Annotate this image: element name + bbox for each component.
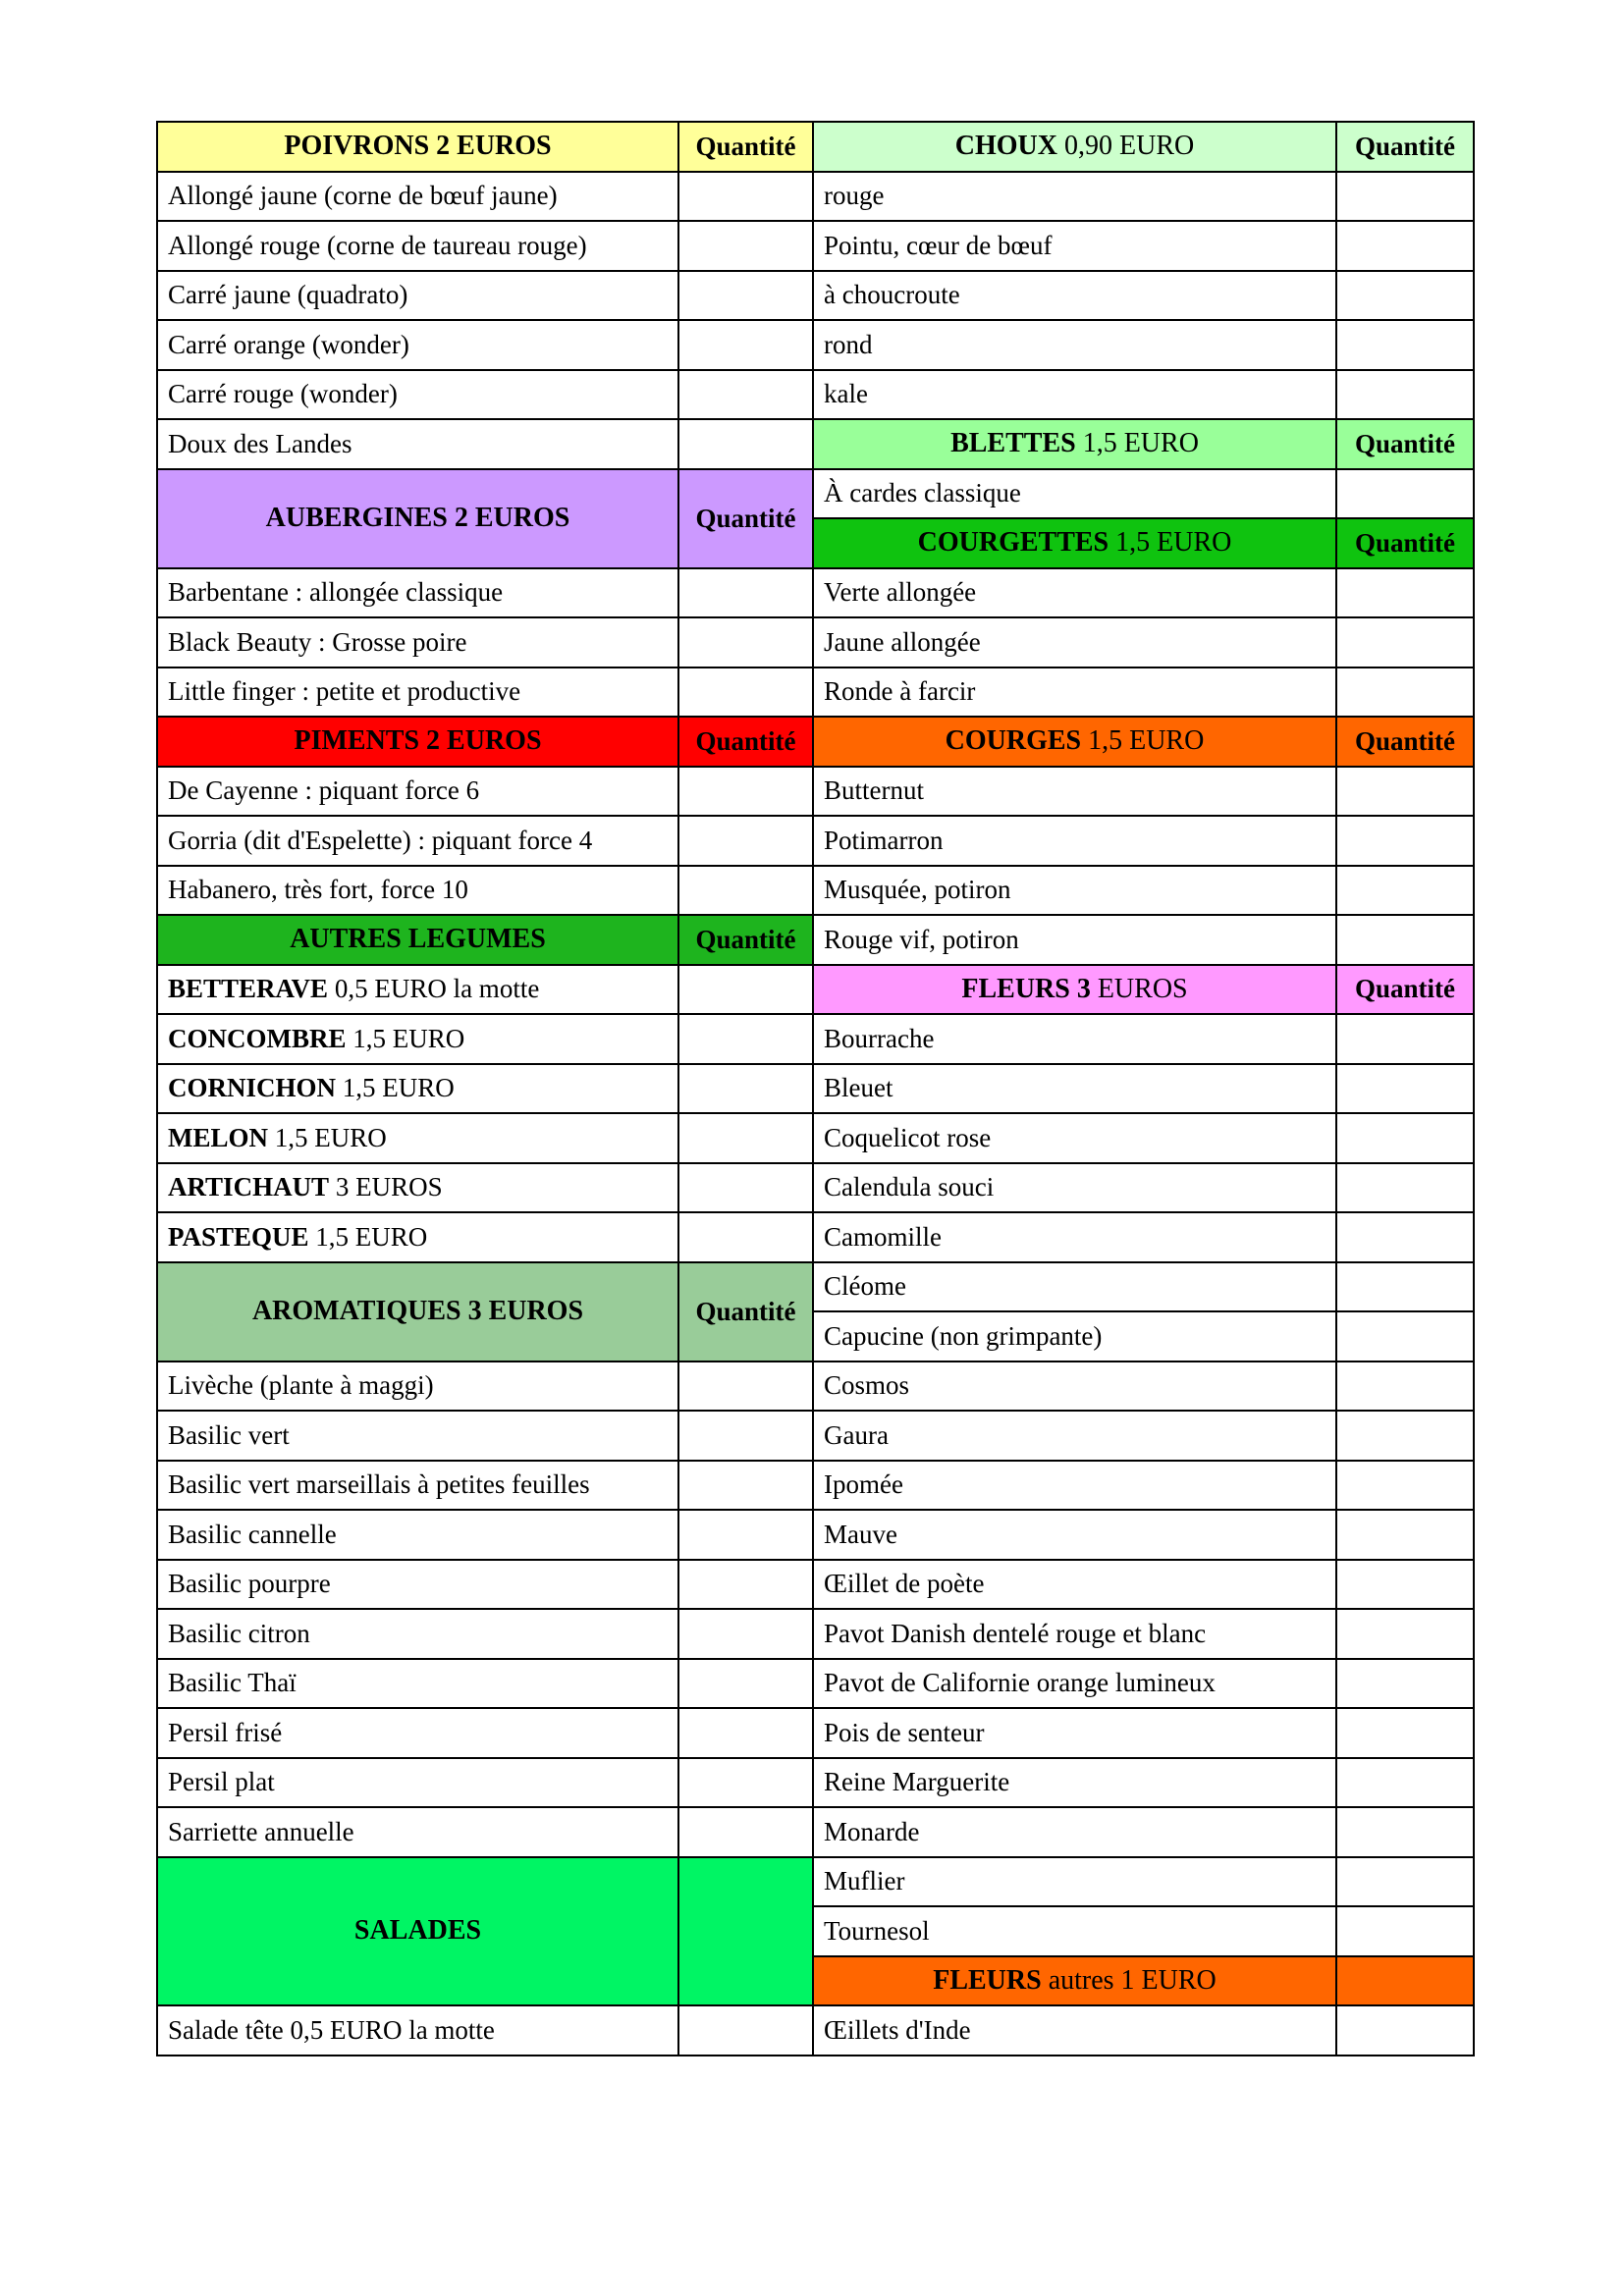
quantity-header-label: Quantité	[1354, 974, 1455, 1004]
quantity-cell[interactable]	[1336, 1906, 1474, 1956]
quantity-cell[interactable]	[1336, 667, 1474, 718]
table-row	[157, 1064, 1474, 1114]
item-label	[157, 767, 678, 817]
item-label-text: Basilic vert	[168, 1419, 290, 1450]
quantity-cell[interactable]	[678, 1113, 813, 1163]
item-label-text: rouge	[824, 181, 885, 211]
quantity-cell[interactable]	[1336, 172, 1474, 222]
quantity-cell[interactable]	[1336, 1708, 1474, 1758]
item-label-text: Allongé rouge (corne de taureau rouge)	[168, 230, 587, 260]
item-label	[813, 1758, 1336, 1808]
section-title-bold: CHOUX	[954, 131, 1057, 162]
quantity-column-header-autres-legumes	[678, 915, 813, 965]
quantity-column-header-courgettes	[1336, 518, 1474, 568]
section-title-regular: 1,5 EURO	[1109, 527, 1232, 559]
item-label-text: Cléome	[824, 1271, 906, 1302]
item-label	[157, 1510, 678, 1560]
quantity-cell[interactable]	[678, 1758, 813, 1808]
quantity-cell[interactable]	[1336, 1064, 1474, 1114]
item-label	[813, 767, 1336, 817]
item-label	[157, 2005, 678, 2056]
quantity-cell[interactable]	[678, 1609, 813, 1659]
item-label-text: à choucroute	[824, 280, 960, 310]
quantity-header-label: Quantité	[695, 1296, 796, 1326]
plant-order-table	[156, 121, 1475, 2056]
item-label-text: Cosmos	[824, 1370, 910, 1401]
quantity-cell[interactable]	[1336, 866, 1474, 916]
quantity-cell[interactable]	[678, 1163, 813, 1213]
item-label-text: Carré orange (wonder)	[168, 329, 409, 359]
quantity-cell[interactable]	[1336, 2005, 1474, 2056]
item-label-text: Basilic pourpre	[168, 1569, 331, 1599]
quantity-cell[interactable]	[1336, 1411, 1474, 1461]
table-row	[157, 1807, 1474, 1857]
item-label-text: Carré jaune (quadrato)	[168, 280, 408, 310]
section-header-salades	[157, 1857, 678, 2006]
table-row	[157, 221, 1474, 271]
item-label	[157, 568, 678, 618]
quantity-column-header-piments	[678, 717, 813, 767]
item-label-bold: CONCOMBRE	[168, 1023, 347, 1053]
quantity-column-header-fleurs-3-euros	[1336, 965, 1474, 1015]
item-label-text: 1,5 EURO	[268, 1122, 387, 1152]
table-row	[157, 469, 1474, 519]
quantity-header-label: Quantité	[695, 503, 796, 533]
quantity-header-label: Quantité	[1354, 725, 1455, 756]
item-label-bold: ARTICHAUT	[168, 1172, 330, 1202]
quantity-cell[interactable]	[678, 419, 813, 469]
item-label-text: Coquelicot rose	[824, 1122, 992, 1152]
item-label-text: À cardes classique	[824, 478, 1021, 508]
item-label	[813, 1311, 1336, 1362]
section-header-autres-legumes	[157, 915, 678, 965]
item-label	[813, 1510, 1336, 1560]
quantity-cell[interactable]	[678, 965, 813, 1015]
quantity-cell[interactable]	[678, 1362, 813, 1412]
quantity-column-header-courges	[1336, 717, 1474, 767]
item-label	[813, 816, 1336, 866]
quantity-header-label: Quantité	[695, 131, 796, 161]
section-header-choux	[813, 122, 1336, 172]
item-label	[813, 1807, 1336, 1857]
quantity-cell[interactable]	[678, 370, 813, 420]
item-label	[157, 1560, 678, 1610]
table-row	[157, 816, 1474, 866]
table-row	[157, 866, 1474, 916]
section-title-regular: 0,90 EURO	[1057, 131, 1195, 162]
section-header-courgettes	[813, 518, 1336, 568]
section-title-regular: autres 1 EURO	[1041, 1964, 1217, 1996]
item-label	[157, 1708, 678, 1758]
item-label	[157, 816, 678, 866]
table-row	[157, 320, 1474, 370]
item-label-text: Œillet de poète	[824, 1569, 985, 1599]
quantity-cell[interactable]	[1336, 1807, 1474, 1857]
quantity-cell[interactable]	[678, 1064, 813, 1114]
quantity-cell[interactable]	[678, 1708, 813, 1758]
section-header-aromatiques	[157, 1262, 678, 1362]
table-row	[157, 1411, 1474, 1461]
item-label-text: Potimarron	[824, 825, 944, 855]
table-row	[157, 271, 1474, 321]
item-label-bold: PASTEQUE	[168, 1221, 309, 1252]
table-row	[157, 965, 1474, 1015]
quantity-cell[interactable]	[1336, 221, 1474, 271]
item-label	[813, 1262, 1336, 1312]
item-label-text: Pavot de Californie orange lumineux	[824, 1668, 1216, 1698]
item-label	[813, 320, 1336, 370]
table-row	[157, 617, 1474, 667]
item-label	[813, 370, 1336, 420]
item-label	[813, 1362, 1336, 1412]
item-label	[813, 172, 1336, 222]
table-row	[157, 568, 1474, 618]
item-label-text: Persil frisé	[168, 1717, 283, 1747]
item-label-text: Basilic citron	[168, 1618, 310, 1648]
quantity-cell[interactable]	[678, 172, 813, 222]
table-row	[157, 1708, 1474, 1758]
item-label	[157, 1212, 678, 1262]
section-title-bold: AUBERGINES 2 EUROS	[265, 503, 570, 533]
item-label-text: Sarriette annuelle	[168, 1816, 354, 1846]
item-label	[813, 2005, 1336, 2056]
table-row	[157, 717, 1474, 767]
quantity-cell[interactable]	[678, 816, 813, 866]
item-label	[813, 1609, 1336, 1659]
item-label	[813, 1906, 1336, 1956]
table-row	[157, 1212, 1474, 1262]
item-label	[813, 1857, 1336, 1907]
quantity-cell[interactable]	[678, 1560, 813, 1610]
item-label-text: Ronde à farcir	[824, 676, 976, 707]
item-label-text: Salade tête 0,5 EURO la motte	[168, 2014, 495, 2045]
item-label	[813, 1163, 1336, 1213]
item-label	[157, 419, 678, 469]
section-title-bold: COURGETTES	[917, 527, 1109, 559]
table-row	[157, 172, 1474, 222]
item-label-text: Rouge vif, potiron	[824, 924, 1019, 954]
item-label	[157, 1362, 678, 1412]
quantity-cell[interactable]	[678, 767, 813, 817]
item-label-text: Bleuet	[824, 1073, 893, 1103]
item-label-text: Black Beauty : Grosse poire	[168, 626, 467, 657]
item-label	[813, 866, 1336, 916]
quantity-cell[interactable]	[678, 1411, 813, 1461]
table-row	[157, 915, 1474, 965]
section-header-poivrons	[157, 122, 678, 172]
quantity-cell[interactable]	[678, 1212, 813, 1262]
item-label	[813, 221, 1336, 271]
item-label-text: Gaura	[824, 1419, 889, 1450]
item-label	[157, 1609, 678, 1659]
item-label	[157, 866, 678, 916]
quantity-cell[interactable]	[1336, 1014, 1474, 1064]
section-header-fleurs-3-euros	[813, 965, 1336, 1015]
item-label-text: Ipomée	[824, 1469, 903, 1500]
item-label	[813, 1064, 1336, 1114]
quantity-cell[interactable]	[1336, 1461, 1474, 1511]
item-label	[813, 1659, 1336, 1709]
item-label-text: 1,5 EURO	[308, 1221, 428, 1252]
table-row	[157, 1857, 1474, 1907]
item-label-text: 1,5 EURO	[346, 1023, 465, 1053]
item-label-text: Little finger : petite et productive	[168, 676, 521, 707]
quantity-column-header-salades	[678, 1857, 813, 2006]
section-header-aubergines	[157, 469, 678, 568]
item-label-bold: MELON	[168, 1122, 269, 1152]
section-header-courges	[813, 717, 1336, 767]
table-row	[157, 1113, 1474, 1163]
table-row	[157, 370, 1474, 420]
item-label	[157, 172, 678, 222]
section-title-bold: BLETTES	[950, 428, 1076, 459]
quantity-cell[interactable]	[1336, 1163, 1474, 1213]
item-label-text: Persil plat	[168, 1767, 275, 1797]
item-label-text: Basilic vert marseillais à petites feuilles	[168, 1469, 590, 1500]
item-label	[813, 1560, 1336, 1610]
item-label-text: Bourrache	[824, 1023, 935, 1053]
item-label	[157, 271, 678, 321]
item-label	[157, 1659, 678, 1709]
table-row	[157, 1758, 1474, 1808]
item-label	[813, 915, 1336, 965]
quantity-column-header-aubergines	[678, 469, 813, 568]
section-header-blettes	[813, 419, 1336, 469]
quantity-cell[interactable]	[678, 617, 813, 667]
quantity-header-label: Quantité	[1354, 527, 1455, 558]
quantity-cell[interactable]	[1336, 370, 1474, 420]
quantity-cell[interactable]	[678, 1014, 813, 1064]
item-label-text: Basilic cannelle	[168, 1519, 337, 1549]
quantity-cell[interactable]	[678, 866, 813, 916]
quantity-cell[interactable]	[1336, 617, 1474, 667]
item-label	[157, 370, 678, 420]
table-row	[157, 419, 1474, 469]
item-label-text: Allongé jaune (corne de bœuf jaune)	[168, 181, 558, 211]
quantity-header-label: Quantité	[695, 725, 796, 756]
quantity-cell[interactable]	[678, 1659, 813, 1709]
item-label-text: Monarde	[824, 1816, 920, 1846]
item-label-text: 0,5 EURO la motte	[328, 974, 540, 1004]
item-label-text: Mauve	[824, 1519, 897, 1549]
quantity-cell[interactable]	[1336, 1212, 1474, 1262]
item-label-text: Gorria (dit d'Espelette) : piquant force 4	[168, 825, 593, 855]
quantity-header-label: Quantité	[1354, 131, 1455, 161]
item-label	[157, 1807, 678, 1857]
item-label	[813, 1212, 1336, 1262]
section-header-piments	[157, 717, 678, 767]
table-row	[157, 1163, 1474, 1213]
section-title-bold: AUTRES LEGUMES	[290, 924, 546, 955]
item-label	[813, 1708, 1336, 1758]
item-label	[813, 469, 1336, 519]
section-title-bold: SALADES	[353, 1915, 482, 1947]
item-label	[813, 1411, 1336, 1461]
item-label	[813, 271, 1336, 321]
section-title-bold: FLEURS	[933, 1964, 1042, 1996]
quantity-cell[interactable]	[1336, 1362, 1474, 1412]
quantity-cell[interactable]	[1336, 1659, 1474, 1709]
item-label-text: kale	[824, 379, 868, 409]
item-label	[157, 1014, 678, 1064]
quantity-cell[interactable]	[1336, 1560, 1474, 1610]
quantity-cell[interactable]	[1336, 469, 1474, 519]
quantity-cell[interactable]	[678, 568, 813, 618]
table-row	[157, 667, 1474, 718]
item-label	[157, 1411, 678, 1461]
item-label-text: Habanero, très fort, force 10	[168, 875, 468, 905]
table-row	[157, 1609, 1474, 1659]
item-label	[813, 617, 1336, 667]
item-label-text: Verte allongée	[824, 577, 977, 608]
section-title-bold: AROMATIQUES 3 EUROS	[251, 1296, 584, 1326]
item-label-text: Reine Marguerite	[824, 1767, 1010, 1797]
item-label-text: Butternut	[824, 775, 924, 806]
quantity-cell[interactable]	[1336, 1510, 1474, 1560]
quantity-cell[interactable]	[1336, 915, 1474, 965]
item-label-bold: BETTERAVE	[168, 974, 329, 1004]
item-label-text: Capucine (non grimpante)	[824, 1320, 1103, 1351]
quantity-cell[interactable]	[678, 1807, 813, 1857]
item-label	[157, 1163, 678, 1213]
quantity-cell[interactable]	[678, 1461, 813, 1511]
item-label-text: De Cayenne : piquant force 6	[168, 775, 480, 806]
quantity-cell[interactable]	[1336, 1262, 1474, 1312]
item-label-text: Pois de senteur	[824, 1717, 985, 1747]
item-label-text: Tournesol	[824, 1915, 930, 1946]
quantity-cell[interactable]	[1336, 320, 1474, 370]
section-title-bold: FLEURS 3	[961, 973, 1091, 1004]
section-title-bold: PIMENTS 2 EUROS	[294, 725, 542, 757]
quantity-cell[interactable]	[1336, 1113, 1474, 1163]
quantity-cell[interactable]	[678, 320, 813, 370]
item-label-text: Œillets d'Inde	[824, 2014, 971, 2045]
item-label-text: Pointu, cœur de bœuf	[824, 230, 1053, 260]
item-label	[813, 1014, 1336, 1064]
quantity-cell[interactable]	[1336, 767, 1474, 817]
quantity-column-header-aromatiques	[678, 1262, 813, 1362]
quantity-cell[interactable]	[1336, 1311, 1474, 1362]
quantity-cell[interactable]	[678, 1510, 813, 1560]
quantity-header-label: Quantité	[695, 924, 796, 954]
item-label	[157, 667, 678, 718]
item-label	[157, 617, 678, 667]
quantity-header-label: Quantité	[1354, 428, 1455, 458]
order-table-body	[157, 122, 1474, 2056]
item-label-text: Livèche (plante à maggi)	[168, 1370, 434, 1401]
item-label	[157, 965, 678, 1015]
quantity-cell[interactable]	[1336, 568, 1474, 618]
item-label	[157, 221, 678, 271]
section-title-regular: EUROS	[1090, 973, 1188, 1004]
section-title-bold: COURGES	[945, 725, 1082, 757]
quantity-cell[interactable]	[1336, 1758, 1474, 1808]
section-header-fleurs-autres	[813, 1956, 1336, 2006]
quantity-column-header-fleurs-autres	[1336, 1956, 1474, 2006]
quantity-cell[interactable]	[1336, 271, 1474, 321]
item-label-text: 1,5 EURO	[336, 1073, 455, 1103]
item-label-text: Muflier	[824, 1866, 905, 1896]
quantity-column-header-blettes	[1336, 419, 1474, 469]
quantity-cell[interactable]	[678, 271, 813, 321]
quantity-column-header-poivrons	[678, 122, 813, 172]
item-label	[813, 667, 1336, 718]
item-label-text: 3 EUROS	[329, 1172, 443, 1202]
quantity-cell[interactable]	[678, 221, 813, 271]
quantity-cell[interactable]	[1336, 816, 1474, 866]
table-row	[157, 1659, 1474, 1709]
quantity-cell[interactable]	[1336, 1609, 1474, 1659]
table-row	[157, 1362, 1474, 1412]
item-label	[813, 1113, 1336, 1163]
item-label	[813, 1461, 1336, 1511]
item-label-text: Camomille	[824, 1221, 942, 1252]
item-label-text: Calendula souci	[824, 1172, 995, 1202]
table-row	[157, 1262, 1474, 1312]
item-label	[157, 320, 678, 370]
item-label-text: Barbentane : allongée classique	[168, 577, 504, 608]
item-label	[157, 1113, 678, 1163]
item-label	[813, 568, 1336, 618]
item-label-text: Carré rouge (wonder)	[168, 379, 398, 409]
table-row	[157, 767, 1474, 817]
section-title-bold: POIVRONS 2 EUROS	[284, 131, 552, 162]
item-label-text: Doux des Landes	[168, 428, 352, 458]
quantity-cell[interactable]	[1336, 1857, 1474, 1907]
item-label-text: Musquée, potiron	[824, 875, 1011, 905]
table-row	[157, 122, 1474, 172]
section-title-regular: 1,5 EURO	[1081, 725, 1205, 757]
table-row	[157, 1461, 1474, 1511]
table-row	[157, 1510, 1474, 1560]
item-label-text: rond	[824, 329, 873, 359]
item-label-text: Pavot Danish dentelé rouge et blanc	[824, 1618, 1207, 1648]
section-title-regular: 1,5 EURO	[1075, 428, 1199, 459]
item-label-bold: CORNICHON	[168, 1073, 337, 1103]
table-row	[157, 1014, 1474, 1064]
item-label-text: Basilic Thaï	[168, 1668, 297, 1698]
quantity-cell[interactable]	[678, 667, 813, 718]
item-label-text: Jaune allongée	[824, 626, 981, 657]
table-row	[157, 2005, 1474, 2056]
item-label	[157, 1064, 678, 1114]
quantity-cell[interactable]	[678, 2005, 813, 2056]
item-label	[157, 1461, 678, 1511]
item-label	[157, 1758, 678, 1808]
quantity-column-header-choux	[1336, 122, 1474, 172]
table-row	[157, 1560, 1474, 1610]
